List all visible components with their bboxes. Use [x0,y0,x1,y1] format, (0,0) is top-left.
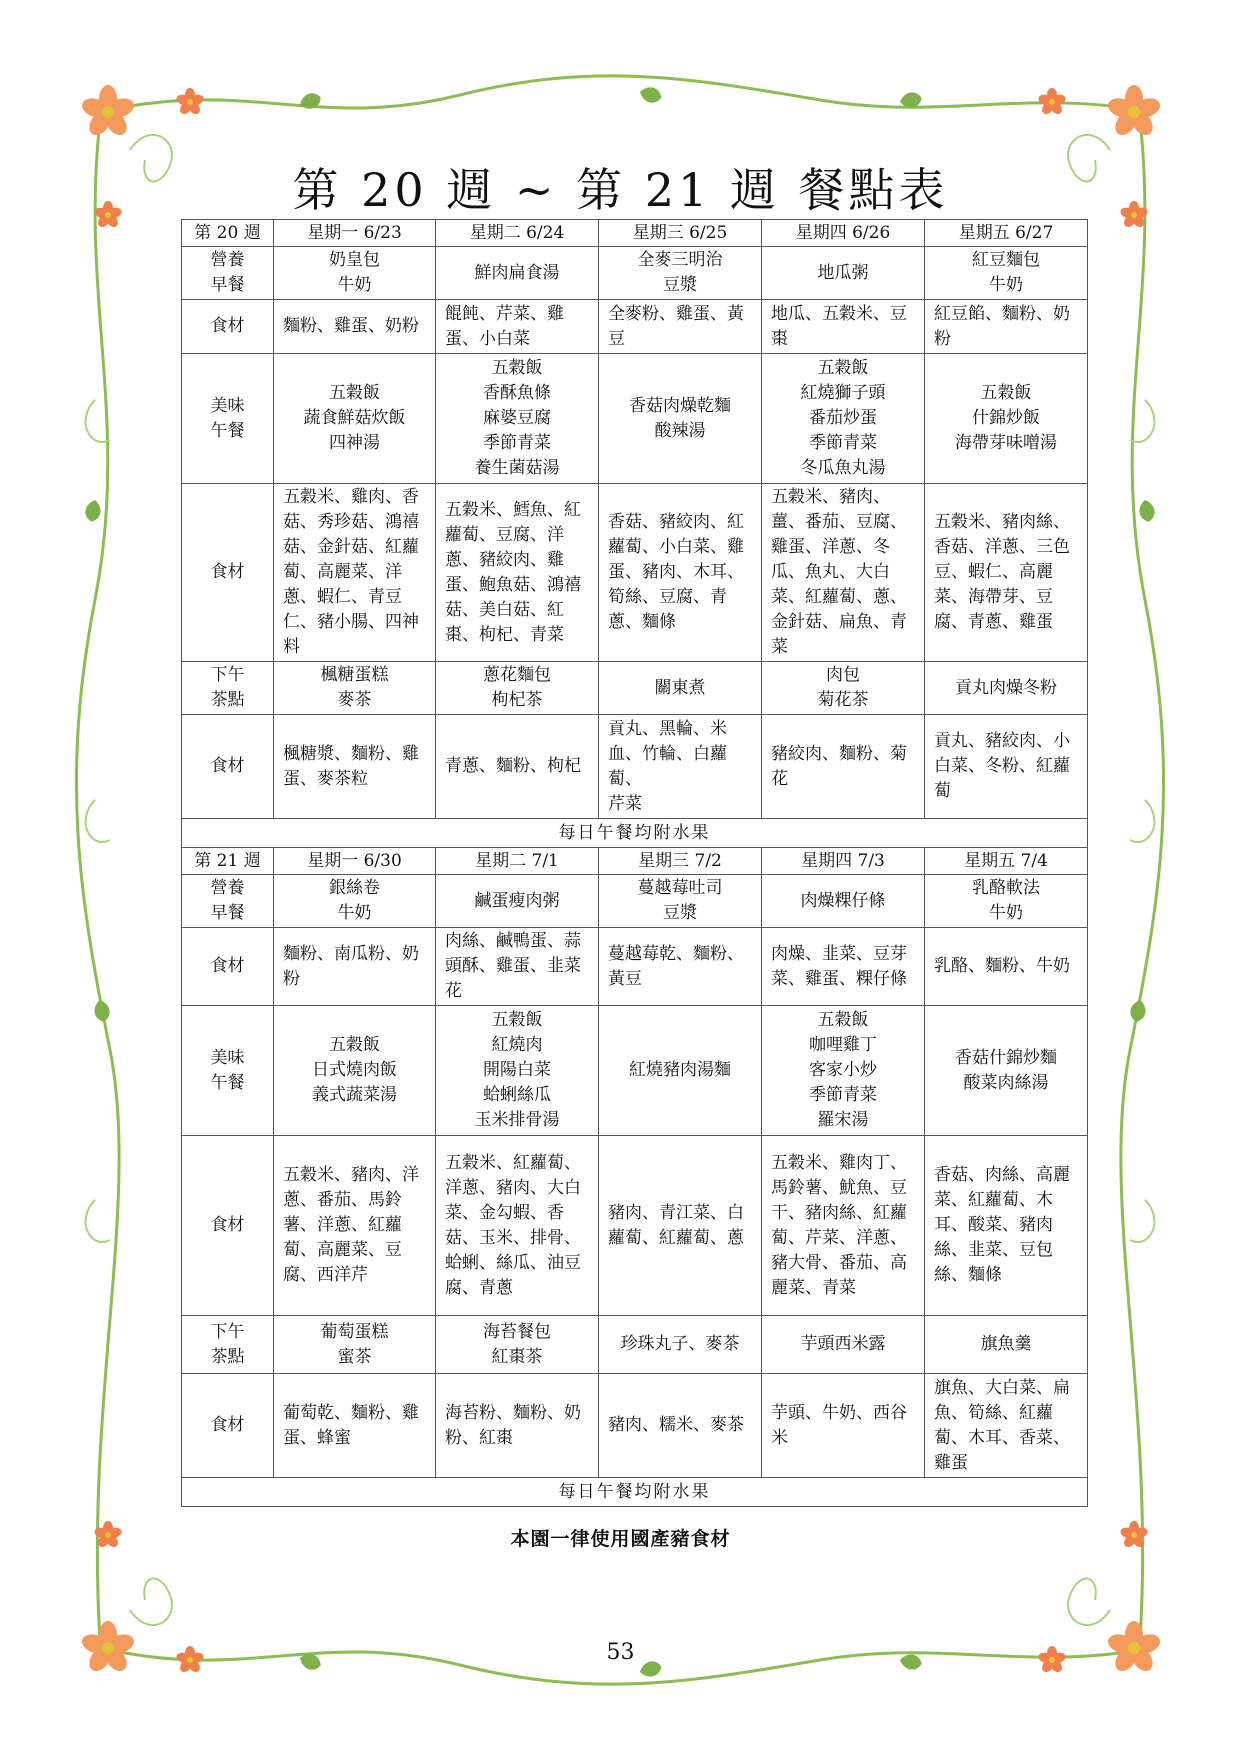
breakfast-cell: 紅豆麵包 牛奶 [925,247,1088,300]
pork-origin-notice: 本園一律使用國產豬食材 [510,1528,731,1550]
breakfast-ingredients-cell: 麵粉、南瓜粉、奶粉 [274,928,436,1006]
breakfast-cell: 地瓜粥 [762,247,925,300]
breakfast-cell: 蔓越莓吐司 豆漿 [599,875,762,928]
breakfast-row [182,247,1088,300]
breakfast-cell: 銀絲卷 牛奶 [274,875,436,928]
lunch-ingredients-cell: 五穀米、雞肉、香菇、秀珍菇、鴻禧菇、金針菇、紅蘿蔔、高麗菜、洋蔥、蝦仁、青豆仁、豬小腸、四神料 [274,484,436,662]
lunch-ingredients-row [182,484,1088,662]
lunch-ingredients-cell: 香菇、豬絞肉、紅蘿蔔、小白菜、雞蛋、豬肉、木耳、筍絲、豆腐、青蔥、麵條 [599,484,762,662]
snack-ingredients-cell: 青蔥、麵粉、枸杞 [436,715,599,819]
fruit-note: 每日午餐均附水果 [182,1478,1088,1507]
page-title: 第 20 週 ~ 第 21 週 餐點表 [292,163,949,217]
snack-ingredients-cell: 楓糖漿、麵粉、雞蛋、麥茶粒 [274,715,436,819]
day-header: 星期一 6/23 [274,220,436,247]
lunch-ingredients-cell: 五穀米、豬肉絲、香菇、洋蔥、三色豆、蝦仁、高麗菜、海帶芽、豆腐、青蔥、雞蛋 [925,484,1088,662]
snack-ingredients-cell: 葡萄乾、麵粉、雞蛋、蜂蜜 [274,1374,436,1478]
lunch-cell: 香菇肉燥乾麵 酸辣湯 [599,354,762,484]
fruit-note-row [182,1478,1088,1507]
lunch-ingredients-cell: 五穀米、豬肉、洋蔥、番茄、馬鈴薯、洋蔥、紅蘿蔔、高麗菜、豆腐、西洋芹 [274,1136,436,1316]
lunch-ingredients-cell: 豬肉、青江菜、白蘿蔔、紅蘿蔔、蔥 [599,1136,762,1316]
snack-ingredients-label: 食材 [182,715,274,819]
snack-cell: 珍珠丸子、麥茶 [599,1316,762,1374]
snack-ingredients-row [182,715,1088,819]
day-header: 星期三 7/2 [599,848,762,875]
fruit-note: 每日午餐均附水果 [182,819,1088,848]
snack-row [182,1316,1088,1374]
breakfast-cell: 鹹蛋瘦肉粥 [436,875,599,928]
snack-cell: 芋頭西米露 [762,1316,925,1374]
breakfast-cell: 乳酪軟法 牛奶 [925,875,1088,928]
lunch-cell: 五穀飯 什錦炒飯 海帶芽味噌湯 [925,354,1088,484]
lunch-ingredients-cell: 五穀米、鱈魚、紅蘿蔔、豆腐、洋蔥、豬絞肉、雞蛋、鮑魚菇、鴻禧菇、美白菇、紅棗、枸杞、青菜 [436,484,599,662]
lunch-label: 美味 午餐 [182,354,274,484]
breakfast-ingredients-label: 食材 [182,300,274,354]
snack-ingredients-cell: 芋頭、牛奶、西谷米 [762,1374,925,1478]
snack-label: 下午 茶點 [182,1316,274,1374]
breakfast-ingredients-cell: 乳酪、麵粉、牛奶 [925,928,1088,1006]
week-label: 第 20 週 [182,220,274,247]
lunch-cell: 香菇什錦炒麵 酸菜肉絲湯 [925,1006,1088,1136]
lunch-ingredients-label: 食材 [182,484,274,662]
snack-cell: 楓糖蛋糕 麥茶 [274,662,436,715]
snack-ingredients-cell: 海苔粉、麵粉、奶粉、紅棗 [436,1374,599,1478]
page-number: 53 [606,1640,635,1665]
breakfast-ingredients-cell: 肉燥、韭菜、豆芽菜、雞蛋、粿仔條 [762,928,925,1006]
lunch-row [182,354,1088,484]
week-header-row [182,220,1088,247]
week-label: 第 21 週 [182,848,274,875]
day-header: 星期五 6/27 [925,220,1088,247]
breakfast-ingredients-cell: 紅豆餡、麵粉、奶粉 [925,300,1088,354]
snack-ingredients-cell: 貢丸、黑輪、米血、竹輪、白蘿蔔、 芹菜 [599,715,762,819]
meal-schedule-body [182,220,1088,1507]
snack-row [182,662,1088,715]
breakfast-ingredients-cell: 肉絲、鹹鴨蛋、蒜頭酥、雞蛋、韭菜花 [436,928,599,1006]
day-header: 星期四 7/3 [762,848,925,875]
day-header: 星期四 6/26 [762,220,925,247]
breakfast-ingredients-label: 食材 [182,928,274,1006]
snack-ingredients-label: 食材 [182,1374,274,1478]
snack-cell: 葡萄蛋糕 蜜茶 [274,1316,436,1374]
snack-ingredients-row [182,1374,1088,1478]
breakfast-ingredients-row [182,928,1088,1006]
lunch-ingredients-cell: 香菇、肉絲、高麗菜、紅蘿蔔、木耳、酸菜、豬肉絲、韭菜、豆包絲、麵條 [925,1136,1088,1316]
lunch-cell: 五穀飯 香酥魚條 麻婆豆腐 季節青菜 養生菌菇湯 [436,354,599,484]
lunch-label: 美味 午餐 [182,1006,274,1136]
snack-cell: 貢丸肉燥冬粉 [925,662,1088,715]
lunch-cell: 五穀飯 紅燒肉 開陽白菜 蛤蜊絲瓜 玉米排骨湯 [436,1006,599,1136]
snack-ingredients-cell: 豬絞肉、麵粉、菊花 [762,715,925,819]
breakfast-label: 營養 早餐 [182,875,274,928]
snack-cell: 肉包 菊花茶 [762,662,925,715]
day-header: 星期三 6/25 [599,220,762,247]
snack-cell: 海苔餐包 紅棗茶 [436,1316,599,1374]
lunch-cell: 五穀飯 蔬食鮮菇炊飯 四神湯 [274,354,436,484]
snack-ingredients-cell: 豬肉、糯米、麥茶 [599,1374,762,1478]
snack-cell: 旗魚羹 [925,1316,1088,1374]
snack-cell: 關東煮 [599,662,762,715]
breakfast-ingredients-cell: 蔓越莓乾、麵粉、黃豆 [599,928,762,1006]
snack-label: 下午 茶點 [182,662,274,715]
lunch-ingredients-row [182,1136,1088,1316]
breakfast-row [182,875,1088,928]
lunch-cell: 五穀飯 紅燒獅子頭 番茄炒蛋 季節青菜 冬瓜魚丸湯 [762,354,925,484]
lunch-row [182,1006,1088,1136]
lunch-cell: 五穀飯 咖哩雞丁 客家小炒 季節青菜 羅宋湯 [762,1006,925,1136]
breakfast-cell: 肉燥粿仔條 [762,875,925,928]
breakfast-ingredients-cell: 全麥粉、雞蛋、黃豆 [599,300,762,354]
breakfast-cell: 全麥三明治 豆漿 [599,247,762,300]
lunch-cell: 紅燒豬肉湯麵 [599,1006,762,1136]
breakfast-ingredients-row [182,300,1088,354]
breakfast-ingredients-cell: 地瓜、五穀米、豆棗 [762,300,925,354]
breakfast-ingredients-cell: 餛飩、芹菜、雞蛋、小白菜 [436,300,599,354]
breakfast-cell: 奶皇包 牛奶 [274,247,436,300]
breakfast-ingredients-cell: 麵粉、雞蛋、奶粉 [274,300,436,354]
day-header: 星期二 7/1 [436,848,599,875]
day-header: 星期一 6/30 [274,848,436,875]
snack-ingredients-cell: 貢丸、豬絞肉、小白菜、冬粉、紅蘿蔔 [925,715,1088,819]
breakfast-label: 營養 早餐 [182,247,274,300]
lunch-ingredients-cell: 五穀米、豬肉、薑、番茄、豆腐、雞蛋、洋蔥、冬瓜、魚丸、大白菜、紅蘿蔔、蔥、金針菇、扁魚、青菜 [762,484,925,662]
breakfast-cell: 鮮肉扁食湯 [436,247,599,300]
lunch-ingredients-cell: 五穀米、紅蘿蔔、洋蔥、豬肉、大白菜、金勾蝦、香菇、玉米、排骨、蛤蜊、絲瓜、油豆腐、青蔥 [436,1136,599,1316]
snack-cell: 蔥花麵包 枸杞茶 [436,662,599,715]
fruit-note-row [182,819,1088,848]
day-header: 星期二 6/24 [436,220,599,247]
lunch-ingredients-label: 食材 [182,1136,274,1316]
meal-schedule-table [181,219,1088,1507]
lunch-cell: 五穀飯 日式燒肉飯 義式蔬菜湯 [274,1006,436,1136]
week-header-row [182,848,1088,875]
day-header: 星期五 7/4 [925,848,1088,875]
snack-ingredients-cell: 旗魚、大白菜、扁魚、筍絲、紅蘿蔔、木耳、香菜、雞蛋 [925,1374,1088,1478]
lunch-ingredients-cell: 五穀米、雞肉丁、馬鈴薯、魷魚、豆干、豬肉絲、紅蘿蔔、芹菜、洋蔥、豬大骨、番茄、高麗菜、青菜 [762,1136,925,1316]
